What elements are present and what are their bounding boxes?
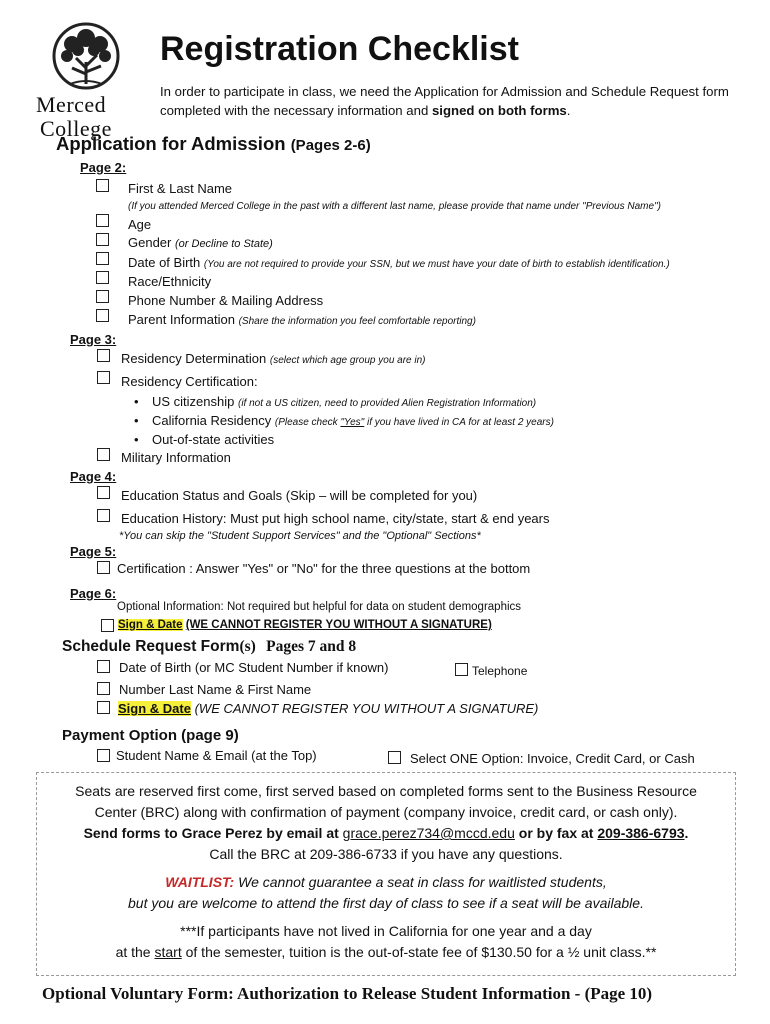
intro-text-a: In order to participate in class, we need the Application for Admission and Schedule Request form completed with the necessary information and: [160, 84, 729, 118]
gender-note: (or Decline to State): [175, 238, 273, 250]
admission-heading: [56, 133, 371, 155]
notice-line1: Seats are reserved first come, first served based on completed forms sent to the Business Resource: [75, 783, 697, 799]
footer-optional-form: Optional Voluntary Form: Authorization to Release Student Information - (Page 10): [42, 984, 653, 1003]
checkbox-telephone[interactable]: [455, 663, 468, 676]
schedule-pages: Pages 7 and 8: [266, 638, 357, 655]
checkbox-race-ethnicity[interactable]: [96, 271, 109, 284]
checkbox-schedule-sign-date[interactable]: [97, 701, 110, 714]
item-us-citizenship: [152, 394, 536, 409]
sign-date-admission: [118, 619, 492, 631]
schedule-sign-highlight: Sign & Date: [118, 701, 191, 716]
checkbox-sign-date-admission[interactable]: [101, 619, 114, 632]
bullet-icon: •: [134, 413, 139, 428]
residency-determination-label: Residency Determination: [121, 351, 267, 366]
notice-call-brc: Call the BRC at 209-386-6733 if you have any questions.: [209, 846, 563, 862]
checkbox-gender[interactable]: [96, 233, 109, 246]
admission-pages: (Pages 2-6): [290, 137, 371, 154]
sign-date-schedule: [118, 701, 538, 716]
page-title: Registration Checklist: [160, 30, 519, 68]
intro-text: [160, 82, 740, 120]
item-out-of-state: Out-of-state activities: [152, 432, 275, 447]
checkbox-first-last-name[interactable]: [96, 179, 109, 192]
parent-note: (Share the information you feel comfortable reporting): [238, 316, 476, 327]
previous-name-note: (If you attended Merced College in the past with a different last name, please provide that name under "Previous Name"): [128, 201, 661, 212]
checkbox-residency-determination[interactable]: [97, 349, 110, 362]
dob-note: (You are not required to provide your SSN, but we must have your date of birth to establish identification.): [203, 259, 670, 270]
signature-warning: (WE CANNOT REGISTER YOU WITHOUT A SIGNATURE): [185, 619, 492, 631]
send-forms-end: .: [684, 825, 689, 841]
item-race-ethnicity: Race/Ethnicity: [128, 274, 212, 289]
checkbox-schedule-dob[interactable]: [97, 660, 110, 673]
item-select-payment: Select ONE Option: Invoice, Credit Card, or Cash: [410, 751, 695, 766]
page4-skip-note: *You can skip the "Student Support Services" and the "Optional" Sections*: [119, 530, 481, 542]
notice-line2: Center (BRC) along with confirmation of payment (company invoice, credit card, or cash only).: [94, 804, 678, 820]
us-citizenship-label: US citizenship: [152, 394, 235, 409]
tuition-text-b: of the semester, tuition is the out-of-state fee of $130.50 for a ½ unit class.**: [181, 944, 657, 960]
bullet-icon: •: [134, 394, 139, 409]
notice-send-forms: [37, 825, 735, 841]
logo-text-college: College: [40, 116, 112, 141]
merced-college-logo: [36, 22, 141, 141]
page3-label: Page 3:: [70, 332, 117, 347]
schedule-signature-warning: (WE CANNOT REGISTER YOU WITHOUT A SIGNATURE): [194, 701, 539, 716]
send-forms-fax-text: or by fax at: [514, 825, 598, 841]
page4-label: Page 4:: [70, 469, 117, 484]
notice-tuition-line1: ***If participants have not lived in California for one year and a day: [180, 923, 592, 939]
checkbox-education-status[interactable]: [97, 486, 110, 499]
item-gender: [128, 235, 273, 250]
us-citizenship-note: (if not a US citizen, need to provided Alien Registration Information): [238, 398, 537, 409]
admission-heading-text: Application for Admission: [56, 133, 286, 154]
checkbox-age[interactable]: [96, 214, 109, 227]
item-certification: Certification : Answer "Yes" or "No" for the three questions at the bottom: [117, 561, 531, 576]
sign-date-highlight: Sign & Date: [118, 619, 183, 631]
ca-residency-label: California Residency: [152, 413, 272, 428]
waitlist-label: WAITLIST:: [165, 874, 235, 890]
checkbox-date-of-birth[interactable]: [96, 252, 109, 265]
bullet-icon: •: [134, 432, 139, 447]
item-date-of-birth: [128, 255, 670, 270]
schedule-heading-s: (s): [239, 638, 256, 655]
checkbox-select-payment[interactable]: [388, 751, 401, 764]
gender-label: Gender: [128, 235, 172, 250]
notice-waitlist-line2: but you are welcome to attend the first day of class to see if a seat will be available.: [128, 895, 644, 911]
tuition-text-a: at the: [115, 944, 155, 960]
parent-label: Parent Information: [128, 312, 235, 327]
notice-waitlist: [37, 874, 735, 890]
item-student-name-email: Student Name & Email (at the Top): [116, 748, 317, 763]
optional-information: Optional Information: Not required but helpful for data on student demographics: [117, 601, 522, 613]
contact-email-link[interactable]: grace.perez734@mccd.edu: [342, 825, 515, 841]
item-schedule-dob: Date of Birth (or MC Student Number if known): [119, 660, 389, 675]
notice-tuition-line2: [37, 944, 735, 960]
item-first-last-name: First & Last Name: [128, 181, 233, 196]
checkbox-phone-address[interactable]: [96, 290, 109, 303]
checkbox-parent-information[interactable]: [96, 309, 109, 322]
item-telephone: Telephone: [472, 664, 528, 678]
item-residency-certification: Residency Certification:: [121, 374, 258, 389]
notice-box: [36, 772, 736, 976]
payment-heading: Payment Option (page 9): [62, 727, 239, 744]
item-age: Age: [128, 217, 152, 232]
item-phone-address: Phone Number & Mailing Address: [128, 293, 324, 308]
residency-determination-note: (select which age group you are in): [269, 355, 426, 366]
ca-residency-note-c: if you have lived in CA for at least 2 years): [364, 417, 554, 428]
checkbox-military-information[interactable]: [97, 448, 110, 461]
page6-label: Page 6:: [70, 586, 117, 601]
checkbox-student-name-email[interactable]: [97, 749, 110, 762]
dob-label: Date of Birth: [128, 255, 201, 270]
schedule-heading-text: Schedule Request Form: [62, 638, 240, 655]
page5-label: Page 5:: [70, 544, 117, 559]
item-california-residency: [152, 413, 554, 428]
tuition-start: start: [154, 944, 182, 960]
waitlist-text: We cannot guarantee a seat in class for waitlisted students,: [234, 874, 607, 890]
tree-logo-icon: [50, 22, 122, 94]
item-parent-information: [128, 312, 476, 327]
send-forms-text: Send forms to Grace Perez by email at: [83, 825, 343, 841]
ca-residency-note-a: (Please check: [274, 417, 341, 428]
checkbox-residency-certification[interactable]: [97, 371, 110, 384]
intro-text-bold: signed on both forms: [431, 103, 567, 118]
item-military-information: Military Information: [121, 450, 231, 465]
item-residency-determination: [121, 351, 426, 366]
intro-text-c: .: [566, 103, 571, 118]
page2-label: Page 2:: [80, 160, 127, 175]
checkbox-education-history[interactable]: [97, 509, 110, 522]
item-education-history: Education History: Must put high school name, city/state, start & end years: [121, 511, 550, 526]
item-education-status: Education Status and Goals (Skip – will be completed for you): [121, 488, 478, 503]
checkbox-certification[interactable]: [97, 561, 110, 574]
logo-text-merced: Merced: [36, 92, 107, 117]
schedule-heading: [62, 638, 356, 656]
contact-fax-number: 209-386-6793: [597, 825, 685, 841]
item-schedule-name: Number Last Name & First Name: [119, 682, 312, 697]
ca-residency-note-yes: "Yes": [340, 417, 365, 428]
checkbox-schedule-name[interactable]: [97, 682, 110, 695]
